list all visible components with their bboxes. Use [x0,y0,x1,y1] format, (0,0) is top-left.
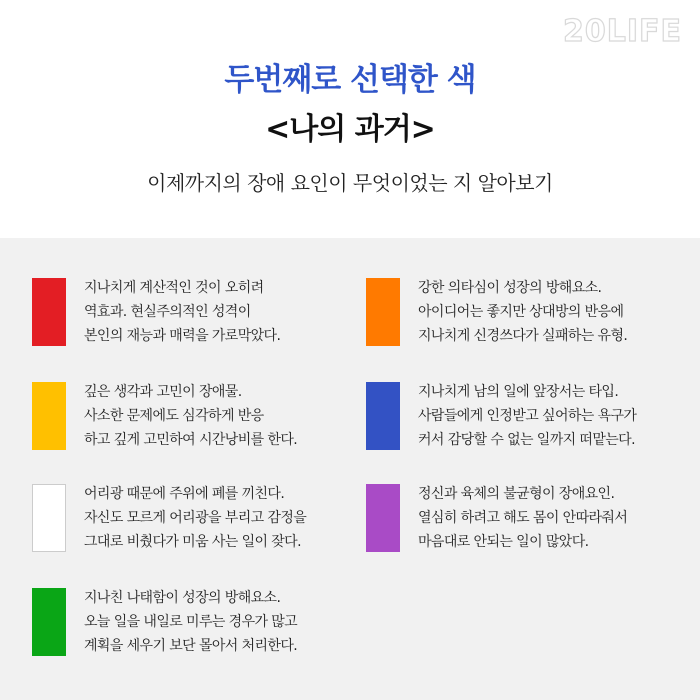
result-text-line: 사람들에게 인정받고 싶어하는 욕구가 [418,408,637,424]
result-text-line: 지나치게 남의 일에 앞장서는 타입. [418,384,619,400]
result-item-green [32,588,362,658]
brand-logo: 20LIFE [562,14,682,49]
result-text-line: 지나치게 계산적인 것이 오히려 [84,280,264,296]
color-result-panel [0,238,700,700]
result-item-blue [366,382,696,452]
result-text-line: 지나친 나태함이 성장의 방해요소. [84,590,281,606]
result-text [418,482,698,554]
page-description: 이제까지의 장애 요인이 무엇이었는 지 알아보기 [147,171,553,195]
result-text-line: 사소한 문제에도 심각하게 반응 [84,408,264,424]
purple-color-swatch [366,484,400,552]
page-subtitle: <나의 과거> [265,112,435,147]
result-text [418,380,698,452]
result-text-line: 계획을 세우기 보단 몰아서 처리한다. [84,638,298,654]
result-text [84,276,364,348]
result-text-line: 역효과. 현실주의적인 성격이 [84,304,251,320]
result-item-purple [366,484,696,554]
result-text [84,482,364,554]
result-text-line: 열심히 하려고 해도 몸이 안따라줘서 [418,510,628,526]
result-text [84,586,364,658]
result-text-line: 하고 깊게 고민하여 시간낭비를 한다. [84,432,298,448]
result-item-yellow [32,382,362,452]
result-text-line: 지나치게 신경쓰다가 실패하는 유형. [418,328,628,344]
result-item-orange [366,278,696,348]
result-text-line: 강한 의타심이 성장의 방해요소. [418,280,602,296]
result-text-line: 마음대로 안되는 일이 많았다. [418,534,589,550]
result-text-line: 자신도 모르게 어리광을 부리고 감정을 [84,510,307,526]
green-color-swatch [32,588,66,656]
result-text [84,380,364,452]
result-text-line: 그대로 비췄다가 미움 사는 일이 잦다. [84,534,301,550]
result-text-line: 정신과 육체의 불균형이 장애요인. [418,486,615,502]
result-text [418,276,698,348]
result-text-line: 어리광 때문에 주위에 폐를 끼친다. [84,486,285,502]
result-text-line: 커서 감당할 수 없는 일까지 떠맡는다. [418,432,635,448]
result-text-line: 아이디어는 좋지만 상대방의 반응에 [418,304,624,320]
yellow-color-swatch [32,382,66,450]
result-text-line: 깊은 생각과 고민이 장애물. [84,384,242,400]
result-text-line: 본인의 재능과 매력을 가로막았다. [84,328,281,344]
orange-color-swatch [366,278,400,346]
header-section [0,0,700,238]
white-color-swatch [32,484,66,552]
result-item-red [32,278,362,348]
blue-color-swatch [366,382,400,450]
result-text-line: 오늘 일을 내일로 미루는 경우가 많고 [84,614,298,630]
result-item-white [32,484,362,554]
page-title: 두번째로 선택한 색 [224,62,476,98]
red-color-swatch [32,278,66,346]
